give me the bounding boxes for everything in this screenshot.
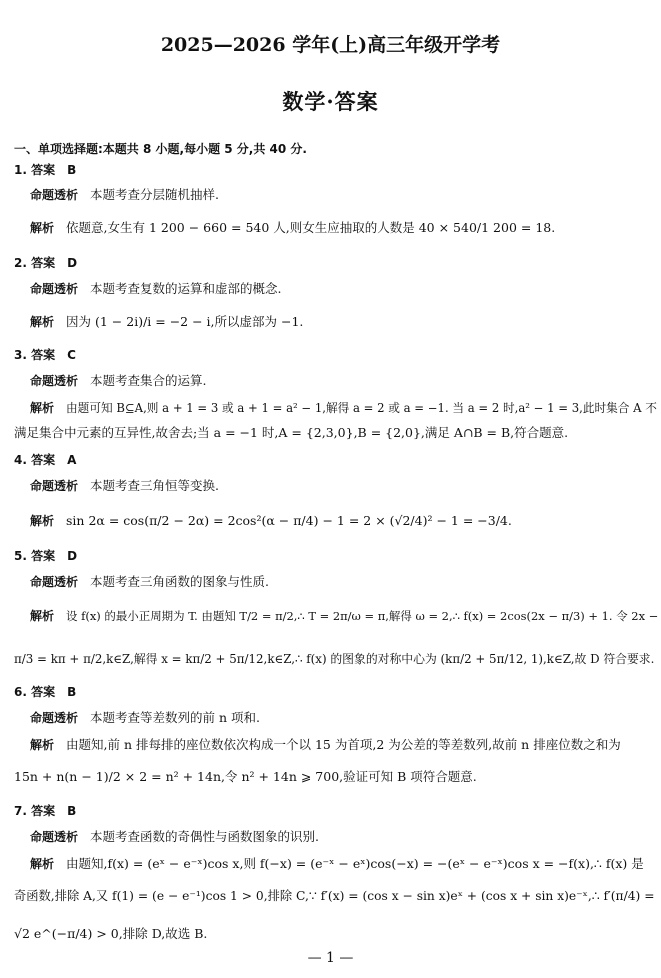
page-number: — 1 — bbox=[307, 950, 354, 966]
analysis-label: 解析 bbox=[30, 221, 55, 235]
q3-analysis-2: 满足集合中元素的互异性,故舍去;当 a = −1 时,A = {2,3,0},B = {2,0},满足 A∩B = B,符合题意. bbox=[14, 425, 569, 440]
q1-intent: 本题考查分层随机抽样. bbox=[90, 187, 219, 202]
q6-answer: 6. 答案 B bbox=[14, 685, 77, 699]
analysis-label: 解析 bbox=[30, 401, 55, 415]
q5-intent: 本题考查三角函数的图象与性质. bbox=[90, 574, 269, 589]
q4-analysis: sin 2α = cos(π/2 − 2α) = 2cos²(α − π/4) − 1 = 2 × (√2/4)² − 1 = −3/4. bbox=[66, 513, 512, 528]
q6-analysis-2: 15n + n(n − 1)/2 × 2 = n² + 14n,令 n² + 14n ⩾ 700,验证可知 B 项符合题意. bbox=[14, 769, 477, 784]
q6-analysis-1: 由题知,前 n 排每排的座位数依次构成一个以 15 为首项,2 为公差的等差数列,故前 n 排座位数之和为 bbox=[66, 737, 621, 752]
analysis-label: 解析 bbox=[30, 738, 55, 752]
intent-label: 命题透析 bbox=[30, 282, 79, 296]
intent-label: 命题透析 bbox=[30, 188, 79, 202]
q7-intent: 本题考查函数的奇偶性与函数图象的识别. bbox=[90, 829, 319, 844]
analysis-label: 解析 bbox=[30, 514, 55, 528]
q6-intent-row bbox=[30, 709, 653, 727]
section-title: 一、单项选择题:本题共 8 小题,每小题 5 分,共 40 分. bbox=[14, 142, 307, 156]
q3-intent: 本题考查集合的运算. bbox=[90, 373, 207, 388]
analysis-label: 解析 bbox=[30, 609, 55, 623]
intent-label: 命题透析 bbox=[30, 830, 79, 844]
q1-intent-row bbox=[30, 186, 653, 204]
q4-answer: 4. 答案 A bbox=[14, 453, 77, 467]
analysis-label: 解析 bbox=[30, 857, 55, 871]
intent-label: 命题透析 bbox=[30, 575, 79, 589]
q4-intent-row bbox=[30, 477, 653, 495]
exam-subtitle: 数学·答案 bbox=[282, 89, 379, 114]
q6-intent: 本题考查等差数列的前 n 项和. bbox=[90, 710, 260, 725]
intent-label: 命题透析 bbox=[30, 479, 79, 493]
exam-title: 2025—2026 学年(上)高三年级开学考 bbox=[160, 34, 501, 56]
q5-analysis-1: 设 f(x) 的最小正周期为 T. 由题知 T/2 = π/2,∴ T = 2π/ω = π,解得 ω = 2,∴ f(x) = 2cos(2x − π/3) + 1. 令 2x − bbox=[66, 609, 659, 623]
q7-intent-row bbox=[30, 828, 653, 846]
q3-intent-row bbox=[30, 372, 653, 390]
q5-intent-row bbox=[30, 573, 653, 591]
q2-analysis: 因为 (1 − 2i)/i = −2 − i,所以虚部为 −1. bbox=[66, 314, 304, 329]
q7-analysis-1: 由题知,f(x) = (eˣ − e⁻ˣ)cos x,则 f(−x) = (e⁻ˣ − eˣ)cos(−x) = −(eˣ − e⁻ˣ)cos x = −f(x),∴ f(x) 是 bbox=[66, 856, 644, 871]
q4-analysis-row bbox=[30, 512, 653, 530]
q1-answer: 1. 答案 B bbox=[14, 163, 77, 177]
q2-answer: 2. 答案 D bbox=[14, 256, 78, 270]
intent-label: 命题透析 bbox=[30, 711, 79, 725]
q7-analysis-3: √2 e^(−π/4) > 0,排除 D,故选 B. bbox=[14, 926, 208, 941]
intent-label: 命题透析 bbox=[30, 374, 79, 388]
q6-analysis-row bbox=[30, 736, 653, 754]
q3-analysis-1: 由题可知 B⊆A,则 a + 1 = 3 或 a + 1 = a² − 1,解得 a = 2 或 a = −1. 当 a = 2 时,a² − 1 = 3,此时集合 A 不 bbox=[66, 401, 657, 415]
q2-intent: 本题考查复数的运算和虚部的概念. bbox=[90, 281, 282, 296]
q2-analysis-row bbox=[30, 313, 653, 331]
q2-intent-row bbox=[30, 280, 653, 298]
q7-answer: 7. 答案 B bbox=[14, 804, 77, 818]
q3-analysis-row bbox=[30, 399, 657, 417]
q5-answer: 5. 答案 D bbox=[14, 549, 78, 563]
analysis-label: 解析 bbox=[30, 315, 55, 329]
q7-analysis-2: 奇函数,排除 A,又 f(1) = (e − e⁻¹)cos 1 > 0,排除 C,∵ f′(x) = (cos x − sin x)eˣ + (cos x + sin x)e⁻ˣ,∴ f′(π/4) = bbox=[14, 889, 655, 903]
q4-intent: 本题考查三角恒等变换. bbox=[90, 478, 219, 493]
q1-analysis: 依题意,女生有 1 200 − 660 = 540 人,则女生应抽取的人数是 40 × 540/1 200 = 18. bbox=[66, 220, 556, 235]
q5-analysis-row bbox=[30, 607, 659, 625]
q5-analysis-2: π/3 = kπ + π/2,k∈Z,解得 x = kπ/2 + 5π/12,k∈Z,∴ f(x) 的图象的对称中心为 (kπ/2 + 5π/12, 1),k∈Z,故 D 符合要求. bbox=[14, 652, 655, 666]
q3-answer: 3. 答案 C bbox=[14, 348, 76, 362]
q7-analysis-row bbox=[30, 855, 653, 873]
q1-analysis-row bbox=[30, 219, 653, 237]
